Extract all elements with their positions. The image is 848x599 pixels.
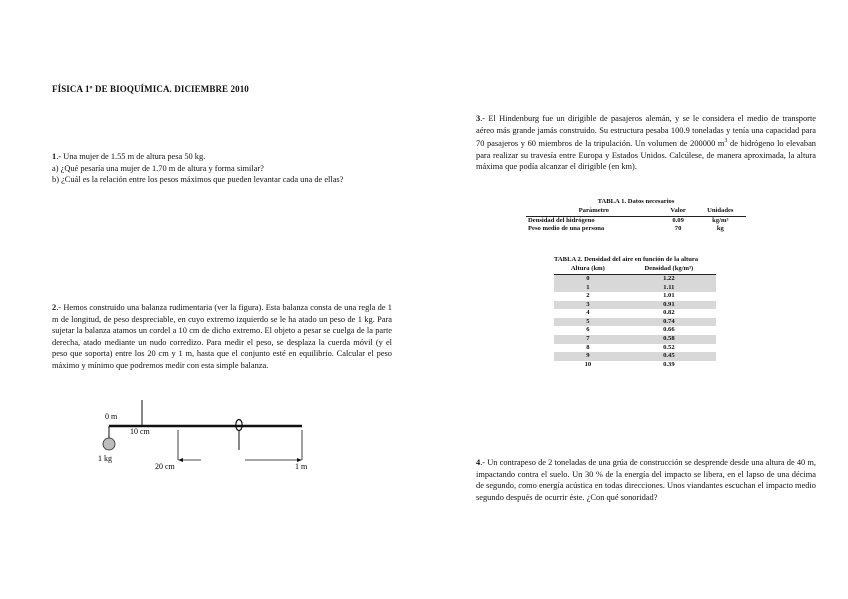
weight-1kg-icon bbox=[103, 438, 115, 450]
table-row: Peso medio de una persona 70 kg bbox=[528, 225, 724, 233]
table-row: 5 0.74 bbox=[554, 318, 716, 327]
table-row: 0 1.22 bbox=[554, 274, 716, 283]
problem-2-text: .- Hemos construido una balanza rudimentaria (ver la figura). Esta balanza consta de una regla de 1 m de longitud, de peso despreciable, en cuyo extremo izquierdo se le ha atado un peso de 1 kg. Para sujetar la balanza atamos un cordel a 10 cm de dicho extremo. El objeto a pesar se cuelga de la parte derecha, atado mediante un nudo corredizo. Para medir el peso, se desplaza la cuerda móvil (y el peso que soporta) entre los 20 cm y 1 m, hasta que el conjunto esté en equilibrio. Calcular el peso máximo y mínimo que podremos medir con esta simple balanza. bbox=[52, 303, 392, 370]
table-1-caption: TABLA 1. Datos necesarios bbox=[597, 198, 675, 205]
table-row: 8 0.52 bbox=[586, 343, 675, 351]
problem-4-text: .- Un contrapeso de 2 toneladas de una grúa de construcción se desprende desde una altura de 40 m, impactando contra el suelo. Un 30 % de la energía del impacto se libera, en el lapso de una décima de segundo, como energía acústica en todas direcciones. Unos viandantes escuchan el impacto medio segundo después de ocurrir éste. ¿Con qué sonoridad? bbox=[476, 458, 816, 502]
table-2-header: Densidad (kg/m³) bbox=[622, 265, 716, 274]
label-1m: 1 m bbox=[295, 462, 308, 471]
table-2-caption: TABLA 2. Densidad del aire en función de la altura bbox=[554, 256, 699, 263]
label-20cm: 20 cm bbox=[155, 462, 175, 471]
table-1 bbox=[526, 198, 746, 234]
problem-2 bbox=[52, 302, 392, 372]
problem-4-number: 4 bbox=[476, 458, 481, 467]
problem-1-line-3: b) ¿Cuál es la relación entre los pesos máximos que pueden levantar cada una de ellas? bbox=[52, 175, 344, 185]
label-1kg: 1 kg bbox=[98, 454, 112, 463]
label-0m: 0 m bbox=[105, 412, 118, 421]
problem-3: 3.- El Hindenburg fue un dirigible de pasajeros alemán, y se le considera el medio de transporte aéreo más grande jamás construido. Su estructura pesaba 100.9 toneladas y tenía una capacidad para 70 pasajeros y 60 miembros de la tripulación. Un volumen de 200000 $m^3$ de hidrógeno lo elevaban para realizar su travesía entre Europa y Estados Unidos. Calcúlese, de manera aproximada, la altura máxima que podía alcanzar el dirigible (en km). bbox=[476, 114, 816, 172]
problem-4 bbox=[476, 457, 816, 503]
problem-3-superscript: 3 bbox=[724, 138, 728, 145]
problem-2-number: 2 bbox=[52, 303, 57, 312]
problem-1-line-2: a) ¿Qué pesaría una mujer de 1.70 m de altura y forma similar? bbox=[52, 163, 264, 173]
problem-1-number: 1 bbox=[52, 152, 57, 161]
table-row: 2 1.01 bbox=[586, 292, 675, 300]
table-1-header: Unidades bbox=[695, 207, 746, 216]
problem-1 bbox=[52, 151, 402, 186]
table-row: 10 0.39 bbox=[584, 360, 675, 368]
table-row: 6 0.66 bbox=[586, 326, 675, 334]
table-row: 9 0.45 bbox=[554, 352, 716, 361]
table-row: Densidad del hidrógeno 0.09 kg/m³ bbox=[528, 216, 729, 224]
table-1-header: Valor bbox=[662, 207, 695, 216]
table-row: 7 0.58 bbox=[554, 335, 716, 344]
problem-3-number: 3 bbox=[476, 114, 481, 123]
table-row: 1 1.11 bbox=[554, 283, 716, 292]
table-row: 3 0.91 bbox=[554, 301, 716, 310]
table-1-header: Parámetro bbox=[526, 207, 662, 216]
exam-header: FÍSICA 1º DE BIOQUÍMICA. DICIEMBRE 2010 bbox=[52, 84, 249, 94]
problem-1-line-1: 1.- Una mujer de 1.55 m de altura pesa 50 kg. bbox=[52, 152, 206, 161]
balance-figure bbox=[95, 400, 325, 475]
table-2 bbox=[554, 256, 716, 369]
label-10cm: 10 cm bbox=[130, 427, 150, 436]
arrow-left-head bbox=[178, 458, 183, 462]
table-2-header: Altura (km) bbox=[554, 265, 622, 274]
table-row: 4 0.82 bbox=[586, 309, 675, 317]
